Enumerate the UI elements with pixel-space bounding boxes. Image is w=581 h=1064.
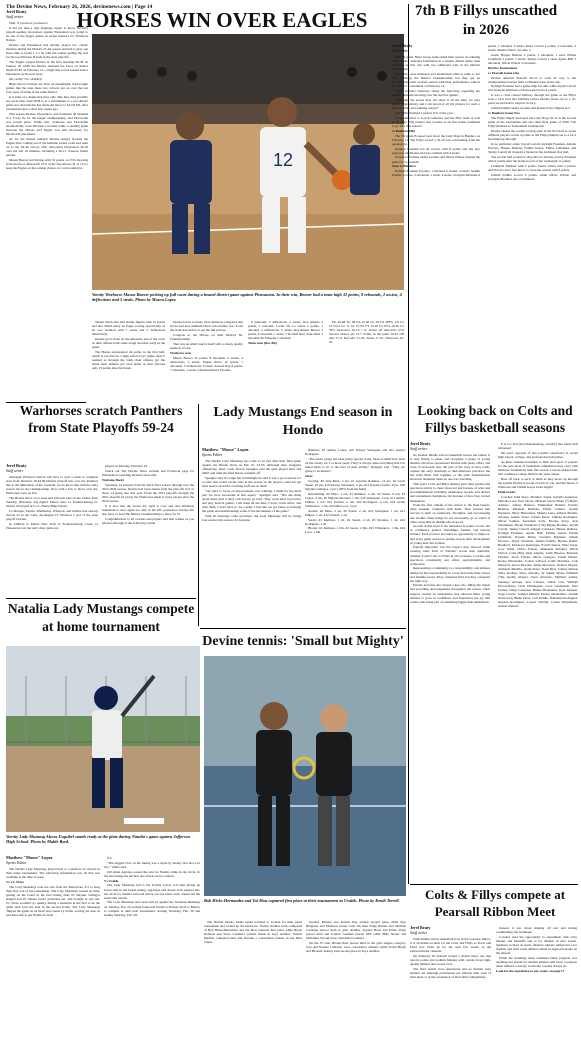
softball-photo	[6, 646, 200, 832]
natalia-col2: 8-5. "The biggest blow in the inning was a triple by Kenzy that drove in two," Zetlla said. #10 Alani Agranga earned the win for Natalia while in the circle. In the one inning she pitched, she struck out two batters. Vs Uvalde The Lady Mustangs fell to the Uvalde Lobos, 0-8 after giving up seven runs in the fourth inning. Agranaga and Juarez both stepped into the circle for Natalia and both struck out one batter each. Juarez led the team with one hit. The Lady Mustangs next bout will be against the Somerset Bulldogs on Tuesday, Feb. 24 on their home turf Natalia will then travel to Blanco to compete in their next tournament, starting Thursday, Feb. 26 and ending Saturday, Feb. 28.	[104, 856, 200, 917]
natalia-photo-caption: Varsity Lady Mustang Alyssa Esquibel stands ready at the plate during Natalia's game against Jefferson High School. Photo by Mable Byrd.	[6, 834, 191, 844]
warhorses-col1: Jerel Beaty Staff writer Although Warhorse Nation will have to wait a week or complete stats from Devine's 59-24 Bi-District playoff win over the Panthers due to the limitations of the weekend, we do know that with the early season tip for the championship. Now with a few to move over the, Warhorses were on fire. The Horses move on to Area and will next take on the winner from Tuesday (February 24) night's Manor New vs Fredericksburg bi-district tilt played at La C. Harris High School. La Marque, Zapata, Wimberley, Wharton, and Jubilee had already moved on in the Class 4A Region IV Division 2 pod of the state playoff bracket. In addition to Manor New Tech vs Fredericksburg, Cuero vs Pleasanton was the only other game not	[6, 464, 98, 531]
byline-role: Staff writer	[410, 930, 428, 935]
masthead: The Devine News, February 26, 2026, devinenews.com | Page 14	[6, 4, 153, 10]
byline: Jerel Beaty	[410, 926, 431, 930]
lady-mustangs-headline: Lady Mustangs End season in Hondo	[213, 405, 393, 438]
byline-role: Staff writer	[392, 48, 410, 53]
pearsall-col1: Jerel Beaty Staff writer With middle school basketball now in the rearview mirror, it is all hands-on-deck for the Colts and Fillys as Track and Field now kicks up for the next few weeks on the extracurricular calendar. On February 20 Pearsall hosted a ribbon meet, one that reports points and podium finishes with certain drops high-quality athletes that scored well. The final results were announced and no medals were handed out although participants got ribbons after each of their heats or at the conclusion of their field competitions.	[410, 926, 491, 980]
tennis-photo	[204, 656, 406, 896]
byline: Jerel Beaty	[392, 44, 413, 48]
byline-role: Staff writer	[6, 14, 24, 19]
natalia-col1: Matthew "Moose" Lopez Sports Editor The Natalia Lady Mustangs played host to a plethora of schools in their latest tournament. The following information was all that was available at the time of press. Vs CC Wave The Lady Mustangs took the win from the Mavericks, 8-5 to snag their first win of the tournament. The Lady Mustangs wasted no time, getting on the board in the first inning after #3 Selynne Gallegos singled and #5 Liliana Garza grounded out, and brought in one run. CC Wave wouldn't go quietly, hitting a homerun in the first to tie the game then took the lead in the second frame. The Lady Mustangs 'flipped the game on its head' and counts by Zetlla, scoring six runs on just three hits to put Natalia in front	[6, 856, 100, 918]
looking-back-body: Jerel Beaty Staff writer As another middle school basketball season has ended, it is only fitting to pause and recognize a group of young athletes who have represented Devine with pride, effort, and class. Scoreboards only tell part of the story as they rarely capture the early mornings or mid-afternoon practices, the bus rides filled with laughter, or the quiet determination shown in moments when no one was watching. This year's Colts and Fillys athletes gave their parents and spectators plenty to cheer about not just because of wins and accomplishments including undefeated records and district and tournament champions, but because of how they carried themselves. From the first whistle of the season to the final buzzer, these students competed with heart. They learned that success is built on teamwork, discipline, and encouraging one another when things do not necessarily go as which is often, especially in middle school sports. Growth at this level is not measured in points scored, but in confidence gained, friendships formed, and lessons learned. Each practice provided an opportunity to improve, and every game served as another step in their development as young men and women. Equally important was the respect they showed while wearing some form of "Devine" across their uniforms, whether it said Colts or Fillys in all occasions. Coaches and spectators consistently saw effort, sportsmanship, and composure. Representing a community is a responsibility, and athletes embraced that responsibility in a way that made their school and families proud. They competed hard, but they competed the right way. Parents and fans also played a key role, filling the stands and providing encouragement throughout the season. Their support created an atmosphere that allowed these young athletes to grow in confidence and experience the joy that comes with being part of something bigger than themselves. It is too bad (and disheartening, actually) that many kids witnessed the exact opposite of that positive experience in recent high school, college, and professional ball games. As these students transition to their next sport or prepare for the next level of basketball competition they carry with them the foundations built this season. Lessons learned here will continue to shape them in the years ahead. Hats off back to each of them as they move up through the system Devine is proud of each of you, and the future of Warhorse and Jazmin hoops looks bright! Final rosters Coaches: Kim Stacy, Matthew Saenz, Isabella Gutierrez, Marcelo Leos, Ezra Taylor, Michael Sotelo Filipe (?) Bryler Adriano, Alison Balazos, Emmanuel Bandel, Presley Blanton, Rebekah Bodinne, Emily Cadena, Sophia Espinoza, Riley Hernandez, Makila Luna, Allison Matula-Arteaga, Adalee Perez, Johane Rivas, Lilliana Rodriguez, Oliver Salinas, Savannah Solis, Brooke Stacy, Aria Stentlemen, Brynn Sturdivant (7th) Baylee Bochers, Kyrah Carroll, Tenley Carroll, Abigail Contreras, Harper DeRose, Kyleigh Freeman, Ayslie Hall, Fatima Juarez, Emma Littlefield, Kyrene Mann, Jacelynn Martinez, Amala Navarro, Taylor Newman, Jazmin Padilla, Brynna Rahm-Bradford, Mordecai Rodriguez, Forida Santos, Eliza Tapia, Cory Wells, Olivia Wilson, Makenzie Strickler, Olivia Wilcox Colts (8th) Jalen Alegria, Liam Briseno, Brandon Fancher, Jacob Frazier, Oliver Gongora, Tatum Hebert, Rocky Hernandez, Colton LaFood, Caleb Martinez, Cole Maxwell, Aaron Morales, James Morrison, Jackson Mayne, Armando Murillo, Jaylin Perez, Noah Rios, Johnny Ramon Silva, Rodrigo Silva, Antonio, Ty Stahle, Myles Williams (7th) Jeremy Alegria, Jason Alvarado, Matthew Armas, Santiago Arriaga, Jace Cabrera, Odom Carr, William Elicon-Davis, Chaz Dominguez, Geoe Gloderdale, Ezra Gomez, Diego Gonzalez, Hunter Hernandez, Kyle Johnson, Gage Lawler, Gabriel Madrid, Easton Montellano, Uzziah Nestrovich, Blake Perez, Colt Riddle, Nathaniel Rodriguez, Anyden Rodriguez, Cooper Sinclair, Colten Wiesehulter, Adrian Zamora.	[410, 442, 578, 608]
looking-back-headline: Looking back on Colts and Fillys basketball seasons	[417, 403, 573, 435]
softball-batter-image	[6, 646, 200, 832]
tennis-photo-caption: Bob Hicks-Hernandez and Tai Mou captured first place at their tournament in Uvalde. Photo by Kendi Terrell.	[204, 898, 400, 903]
main-story-col3: Devine led in so many vital statistical categories that shows just how dominant their win actually was. Scout the team stats below to get the full picture. Congrats to the Horses on their District 30-Championship! That was no small task in itself with so many quality teams in 27-4A. Warhorse stats Mason Beaver 32 points, 8 rebounds, 2 assists, 4 deflections, 3 steals, Tanner Davis 12 points, 7 rebounds, 5 deflections, 9 steals, Kasson Ray 8 points, 7 rebounds, 1 assist, Christian Rivera 8 points,	[170, 320, 243, 372]
tennis-col2: Greeley Malone and Kenzie Ray earned second place while Kya Burgreen and Madison Gettes took 5th then Paige Barnes and Melanie Cardenas placed sixth in girls doubles. Zayden Hairs and Ethan Tidey placed third and Connor Guzman placed fifth while Billy Strater and McKinlee Stovall were consolation winners. On the JV side, Bronte Ruiz placed third in the girls singles category. Jose and Kamen Camacho were consolation winners while Nolan Brady and Phoenix Stanley took second place in boys doubles.	[306, 920, 406, 954]
byline: Matthew "Moose" Lopez	[6, 856, 53, 860]
tennis-headline: Devine tennis: 'Small but Mighty'	[202, 634, 404, 649]
story-body: Well, if you know you know! It did not take a sign language expert to know Devine's playoff-seeding showdown against Pleasanton was going to be one of the bigger games in recent memory for Warhorse Nation. Devine and Pleasanton had already played two classic matches during the District 27-4A season and had to play one more time to break a 1-1 tie with the winner getting the nod for the top Division II team in the state playoffs. The Eagles topped Devine in the first matchup 60-58 on January 20 while the Horses returned the favor on Senior Night 63-63 on February 13, a night that crowd treated senior Pleasanton as the next level. Oh, really? No, oh Riley! High school rivalries are born on meaningful, hard-fought games like the ones these two schools put on over the last four years of being in the same district. It is kind of a shame that they only time they may possibly see each other until 2028 is at a tournament or a pre-district game now that Devine has made the move to 3A DI UIL after releasement just a short few weeks ago. This season Devine, Pleasanton, and Somerset all finished in a 3-way tie for the league championship, and Floresville was fourth place. While that, Somerset and Floresville automatically went Division I bracket while a seeding game between the Horses and Eagles was still necessary for Division II placement. As for the heated rematch Devine simply flocked the Eagles after coming out of the halftime locker room and went on to the 63-46 victory after outscoring Pleasanton 36-19 over the last 16 minutes, including a 26-11 closeout fourth quarter. Mason Beaver led Devine with 32 points on 55% shooting from the floor. Mason hit 75% of his free throws (9 of 12) to keep the Eagles on the outside chance of a win looking in.	[6, 21, 88, 170]
main-headline: HORSES WIN OVER EAGLES	[76, 8, 368, 32]
tennis-col1: The Devine Varsity tennis squad traveled to Uvalde for their latest tournament and racked up the hardware. Varsity doubles team composed of Bob Hicks-Hernandez and Tai Mou captured first place while Bryan Robison and Steve Caballero earned fourth in boys doubles. Valeria Medina competed hard and became a consolation winner in the third round.	[204, 920, 302, 945]
warhorses-col2: played on Monday, February 24. Check out The Devine News website and Facebook page for information regarding Devine's Area title. Welcome Back! Spanning 14 seasons from the 2012-2013 season through now the 2025-2026 season, Devine had been absent from the playoffs in 9 of those 14 going into this year. From the 2013 playoffs through the 2021 playoffs (9 years) the Warhorses made it every except after the 2016 season. It is nice that the recent dry spell is over and that Warhorse basketball is once again not only in the UIL postseason bracket but also have or hosts Bi-District Championship to show for it! Congratulations to all coaches and players and best wishes as you advance through to the following round!	[102, 464, 194, 525]
basketball-game-image	[92, 34, 404, 290]
byline: Matthew "Moose" Lopez	[202, 448, 249, 452]
main-story-col1	[6, 10, 88, 400]
basketball-photo	[92, 34, 404, 290]
byline: Jerel Beaty	[410, 442, 431, 446]
main-story-col4: 6 rebounds, 2 deflections, 2 steals; Jace Alegria 2 points, 1 rebound; Cordis De La Garza 2 points, 1 rebound, 2 deflections, 5 steals; Rey'Annon Beaver 2 points, 2 rebounds, 1 assist, 1 blocked shot; Zane Ortiz 1 rebound; Bo Wheeler 1 rebound. Team stats (Dev-Ple) FG 26-68 for 38.2%-15-38 for 39.5% 3PFG 1-8 for 12.5%-3 for 11 for 27.3% FT 13-20 for 65%-10-20 for 50% Turnovers 10-19 = 9; Points off turnovers 27-6 Second chance pts 15-7 Points in the paint 50-22 Off rebs 17-9, Def rebs 15-26, Steals 17-10, Turnovers 10-20.	[248, 320, 404, 346]
section-divider	[410, 884, 578, 885]
lady-mustangs-col1: Matthew "Moose" Lopez Sports Editor The Natalia Lady Mustangs has come to an end after their final game against the Hondo Owls on Feb 10, 33-53. Although they struggled offensively, head coach Steven Spangler said the girls played hard and didn't quit until the final buzzer sounded off. Spangler said it's tough but in hindsight he said it was a good season for a roster that wasn't all the stars in the season, as the players could not get their bond to hold the coaching staff saw in them. "We tried to focus on improvement over winning. I think for the most part we were successful in that aspect," Spangler said. "The one thing about these girls is they will always go hard. They work hard in practice and play hard in games. I tell them all the time, I don't coach effort, and with them, I don't have to. As a team, I feel like we got better at learning the game and understanding some of the movements of the game." With all meetings come goodbyes, the Lady Mustangs will be losing four seniors this season: #1 Aryanna	[202, 448, 301, 523]
tennis-players-image	[204, 656, 406, 896]
byline: Jerel Beaty	[6, 464, 27, 468]
main-story-col2: Tanner Davis also had double figures with 12 points and also killed many an Eagle scoring opportunity as he was credited with 7 steals and 5 deflections defensively. Devine got it done on the defensive end of the court as their offense built some tough stretches early in the game. The Horses surrendered 24 points in the first half, which is not bad for a high school boys' game, then it seemed as through the battle their offense got the better their defense got even better as they allowed only 19 points after the break.	[92, 320, 165, 371]
pearsall-col2: Instead, it was about shaking off rust and testing conditioning and technique. Coaches used the opportunity to experiment with relay lineups and handoffs and to try athletes in new events. Sprinters worked on starts, distance runners settled into race rhythm, and field event athletes dialed in approach marks on the takeoff. While the standings sheet remained blank progress was anything but absent for student athletes still serve a purpose when utilized correctly, as Devine coaches always do. Look for the experience to pay count. on page 17	[496, 926, 577, 973]
byline-role: Sports Editor	[202, 452, 223, 457]
section-divider	[6, 598, 196, 599]
fillys-headline: 7th B Fillys unscathed in 2026	[414, 3, 558, 38]
svg-text:12: 12	[272, 150, 294, 170]
pearsall-headline: Colts & Fillys compete at Pearsall Ribbon Meet	[424, 887, 566, 919]
warhorses-headline: Warhorses scratch Panthers from State Playoffs 59-24	[19, 403, 183, 435]
byline: Jerel Beaty	[6, 10, 27, 14]
fillys-body: Jerel Beaty Staff writer The 7th grade Fillys hoops team ended their season on winning notes as they defeated Jourdanton in a regular district game, then followed up that win with two additional wins in the District Tournament. The Fillys were unbeaten and undefeated when it came to not only claiming the District Championship, but they got an exclamation point on their season with their performance with in the District Tournament on February 14. Coach Isabella Gutierrez stated the following regarding her team's dominant showing over the last few games: "Although the scores may not show it all the time, we play games aggressively and I am proud of all my players for such a hard-working and winning season!" The Fillys finished a perfect 8-0 on the year. Congratulations to Coach Gutierrez and her Filly team as well as all other Filly players and coaches as all four teams combined to go 39-1 this season! vs Bandera Filly The 7th grade B squad took down the Lady Dogs in Bandera on February 11. The Fillys scored a 32-10 win, rebounding from the opening tip. Kyleigh Freeman led all scorers with 8 points and she also played good defense and was credited with 4 steals. Jacelynn Martinez added 6 points and Olivia Wilson cleaned the glass for 5 rebounds. Stats vs Bandera Kyleigh Freeman 8 points, 1 rebound, 2 assists, 4 steals; Jazmin Padilla 3 points, 2 rebounds, 1 assist, 4 steals; Jacelynn Martinez 6 points, 1 rebound, 3 steals; Kiera Carroll 4 points, 3 rebounds, 2 steals; Amalia Nuevo 4 points, 2 steals; Harper DeRose 2 points, 3 rebounds, 1 steal; Emma Littlefield 2 points, 2 steals; Tenley Carroll 1 steal; Ayslie Ball 2 rebounds; Olivia Wilson 5 rebounds. District Tournament vs Pearsall Game One Devine defeated Pearsall 26-12 to work its way to the championship bracket final vs Bandera later in the day. Kyleigh Freeman had a game-high 8 points while Kyrah Carroll and Jacelynn Martinez each knocked down 6 points. It was a close contest halfway through the game as the Fillys took a 10-6 lead into halftime before Devine broke out to a 16-point second half to reign in victory. Jazmin Padilla added 4 points and Kassie Pena chipped in 2. vs Bandera Game Two The Fillys simply destroyed the Lady Dogs 32-11 in the second game of the tournament and also their final game of 2026. The Fillys finished as Tournament Champions! Devine shared the wealth scoring-wise in the first half as seven different players scored 2 points as the Fillys jumped out to a 14-3 lead halfway through. In no particular order, Kyrah Carroll, Kyleigh Freeman, Amalia Navarro, Harper DeRose, Fatima Juarez, Emma Littlefield, and Tenley Carroll all dropped a bucket in the dominant first half. The second half produced 18 points for Devine, led by Freeman with 9 points after the break as part of her team-high 11 points. Littlefield finished with 4 points, Juarez ended with 4 points, and Navarro hit a free throw to close her season with 3 points. Jazmin Padilla scored 2 points, while Olivia Wilson and Jacelynn Martinez also contributed.	[392, 44, 576, 181]
byline-role: Staff writer	[6, 468, 24, 473]
main-photo-caption: Varsity Warhorse Mason Beaver picking up full court during a heated district game against Pleasanton. In their win, Beaver had a team high 32 points, 8 rebounds, 2 assists, 4 deflections and 3 steals. Photo by Mason Lopez.	[92, 292, 402, 302]
byline-role: Staff writer	[410, 446, 428, 451]
natalia-headline: Natalia Lady Mustangs compete at home tournament	[7, 601, 195, 634]
byline-role: Sports Editor	[6, 860, 27, 865]
column-divider	[198, 404, 199, 626]
lady-mustangs-col2: Ramirez, #3 Ashley Lopez, #10 Kassey Velasquez and #22 Alexys Rodriguez. "The senior group has been pretty special to me. Most of them have been on the varsity for 3 or more years. They've always done everything that I've asked them to do to the best of their ability," Spangler said. "They are going to be missed." Stats: Scoring: #0 Jade Mata- 5 pts, #1 Aryanna Ramirez- 10 pts, #2 Leyla Saenz- 10 pts, #10 Kassey Velasquez- 5 pts, #12 Kaylee Urrutia- 9 pts, #20 Selynne Gallegos- 2 pts (100% from the field) Rebounding: #0 Mata- 1 reb, #1 Ramirez- 4 reb, #2 Saenz- 6 reb, #3 Lopez- 2 reb, #5 Malyria Morales- 1 reb, #10 Velasquez- 2 reb, #11 Amber Pinkus- 1 reb, #12 Urrutia- 2 reb, #22 Rodriguez- 4 reb, #23 Araliz Villanueva- 1 reb, #24 Mia Loca- 3 reb Assists: #0 Mata- 2 ast, #2 Saenz- 2 ast, #10 Velasquez- 1 ast, #11 Pinkus- 1 ast, #12 Urrutia- 1 ast Steals: #1 Ramirez- 1 stl, #2 Saenz- 4 stl, #5 Morales- 1 stl, #22 Rodriguez- 2 stl Blocks: #1 Ramirez- 1 blk, #2 Saenz- 2 blk, #23 Villanueva- 1 blk, #24 Loca- 1 blk	[305, 448, 405, 535]
section-divider	[200, 628, 406, 629]
